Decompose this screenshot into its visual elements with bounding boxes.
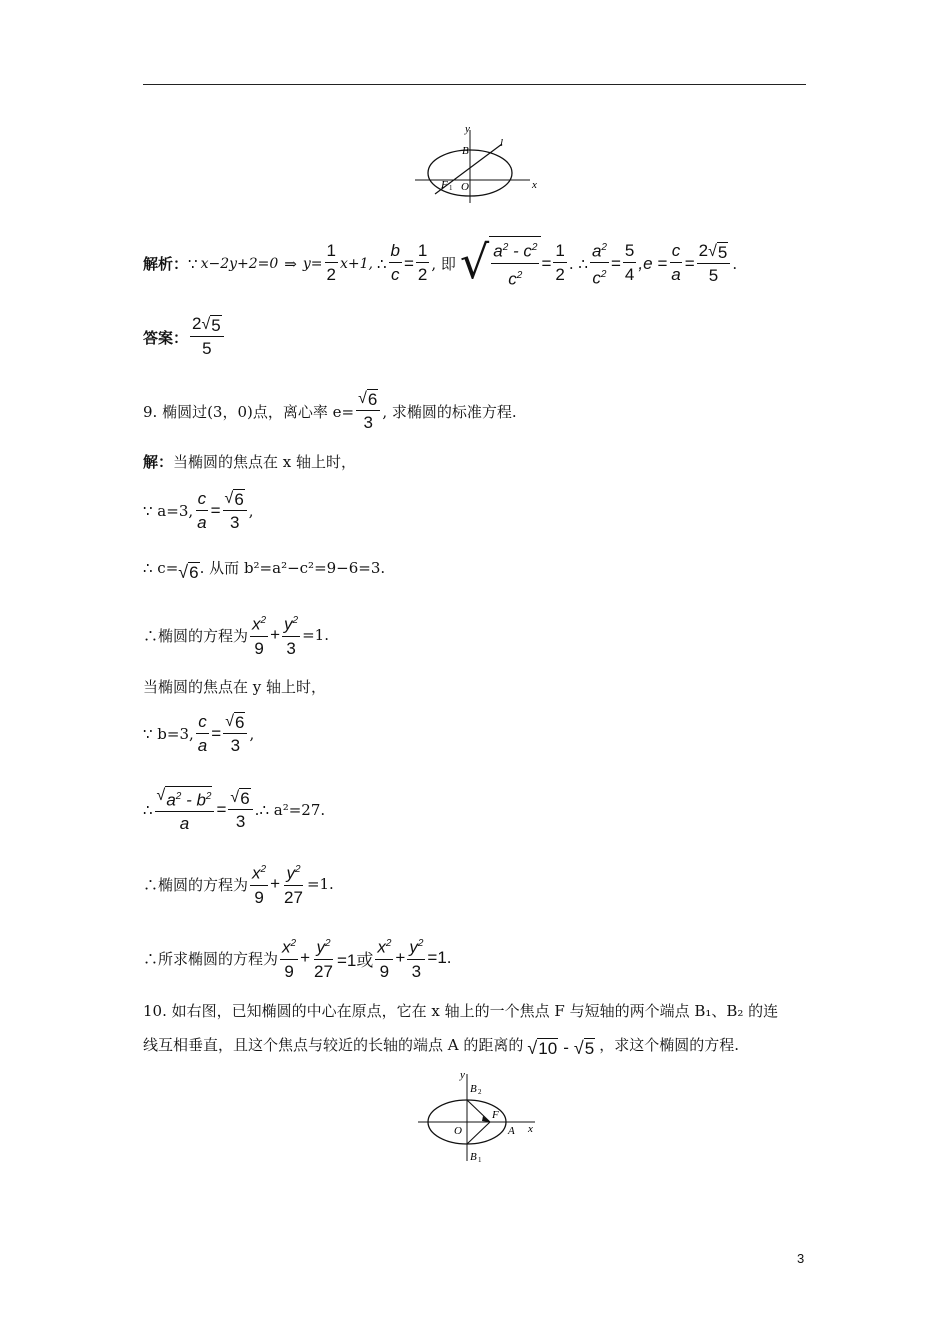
sol9-eq2-line: ∴椭圆的方程为 $\frac{x^2}{9}$ + $\frac{y^2}{27}$ =1. <box>143 859 334 910</box>
q10-line2: 线互相垂直，且这个焦点与较近的长轴的端点 A 的距离的 √ 10 - √ 5 ，求这个椭圆的方程. <box>143 1036 739 1058</box>
because-symbol: ∵ <box>188 254 198 273</box>
sol9-b3-line: ∵ b=3, $\frac{c}{a}$ = √ 6 3 , <box>143 711 255 755</box>
sol9-case1-text: 当椭圆的焦点在 x 轴上时， <box>173 453 357 471</box>
jiexi-end: . <box>732 254 738 273</box>
fig2-a-label: A <box>508 1125 515 1137</box>
q10-line2-b: ，求这个椭圆的方程. <box>599 1036 739 1054</box>
page-number: 3 <box>797 1251 805 1266</box>
fig2-b2-sub: 2 <box>478 1088 482 1096</box>
header-rule <box>143 84 806 85</box>
sol9-case1 <box>143 451 356 472</box>
daan-label: 答案： <box>143 328 189 347</box>
a2-27: ∴ a²=27. <box>259 800 326 819</box>
line-equation: x−2y+2=0 <box>200 255 279 272</box>
q10-rad1: 10 <box>538 1039 558 1058</box>
fig1-x-label: x <box>532 179 537 191</box>
sol9-label: 解： <box>143 453 174 471</box>
q10-rad2: 5 <box>584 1039 595 1058</box>
fig1-b-label: B <box>462 145 469 157</box>
fig1-o-label: O <box>461 181 469 193</box>
final-end: =1. <box>427 948 452 968</box>
jiexi-label: 解析： <box>143 255 189 274</box>
c-rest: . 从而 b²=a²−c²=9−6=3. <box>199 559 386 577</box>
fig1-y-label: y <box>465 123 470 135</box>
c-rad: 6 <box>189 563 199 582</box>
c-from: ∴ c= <box>143 558 179 577</box>
q10-minus: - <box>563 1038 569 1057</box>
daan-rad: 5 <box>211 316 221 335</box>
sol9-case2-text: 当椭圆的焦点在 y 轴上时， <box>143 678 327 696</box>
fig1-f-label: F <box>441 179 448 191</box>
q10-line1 <box>143 1000 778 1021</box>
figure-ellipse-focus <box>410 1066 550 1166</box>
sol9-final-line: ∴所求椭圆的方程为 $\frac{x^2}{9}$ + $\frac{y^2}{27}$ =1或 $\frac{x^2}{9}$ + $\frac{y^2}{3}$ =1. <box>143 933 452 984</box>
fig1-l-label: l <box>500 137 504 149</box>
sol9-eq1-line: ∴椭圆的方程为 $\frac{x^2}{9}$ + $\frac{y^2}{3}$ =1. <box>143 610 329 661</box>
fig2-y-label: y <box>460 1069 465 1081</box>
eq2-lead: ∴椭圆的方程为 <box>143 875 249 894</box>
fig2-b2-label: B <box>470 1083 477 1095</box>
therefore-symbol: ∴ <box>376 254 387 273</box>
sol9-c-line: ∴ c= √ 6 . 从而 b²=a²−c²=9−6=3. <box>143 558 386 582</box>
q10-line2-a: 线互相垂直，且这个焦点与较近的长轴的端点 A 的距离的 <box>143 1036 524 1054</box>
eq1-tail: =1. <box>302 626 329 645</box>
sol9-a27-line: ∴ √ $a^2 - b^2$ a = √ 6 3 . ∴ a²=27. <box>143 784 325 836</box>
fig2-f-label: F <box>492 1109 499 1121</box>
b3-text: ∵ b=3, <box>143 725 194 743</box>
eq2-tail: =1. <box>306 875 334 894</box>
final-mid: =1或 <box>336 950 374 970</box>
q9-text-a: 9. 椭圆过(3，0)点，离心率 e= <box>143 402 355 421</box>
daan-line: 答案： 2 √ 5 5 <box>143 313 226 361</box>
eq1-lead: ∴椭圆的方程为 <box>143 626 249 645</box>
implies-symbol: ⇒ <box>284 254 297 273</box>
ji-text: , 即 <box>431 255 456 274</box>
fig1-f-sub: 1 <box>449 184 453 192</box>
fig2-x-label: x <box>528 1123 533 1135</box>
daan-den: 5 <box>202 339 212 358</box>
sol9-a3-line: ∵ a=3, $\frac{c}{a}$ = √ 6 3 , <box>143 488 254 532</box>
dot-therefore: . ∴ <box>568 254 588 273</box>
final-lead: ∴所求椭圆的方程为 <box>143 949 279 968</box>
q9-rad: 6 <box>367 390 378 409</box>
figure-ellipse-line <box>405 118 545 208</box>
q9-den: 3 <box>363 413 373 432</box>
fig2-o-label: O <box>454 1125 462 1137</box>
jiexi-line: 解析： ∵ x−2y+2=0 ⇒ y= $\frac{1}{2}$ x+1, ∴ $\frac{b}{c}$ = $\frac{1}{2}$ , 即 √ $\frac{a^2 - c^2}{c^2}$ = $\frac{1}{2}$ . ∴ $\frac{a^2}{c^2}$ = $\frac{5}{4}$ ,e = $\frac{c}{a}$ = 2 √ 5 5 . <box>143 236 737 291</box>
q10-line1-text: 10. 如右图，已知椭圆的中心在原点，它在 x 轴上的一个焦点 F 与短轴的两个端点 B₁、B₂ 的连 <box>143 1002 779 1020</box>
x-plus-1: x+1, <box>339 255 373 272</box>
q9-line: 9. 椭圆过(3，0)点，离心率 e= √ 6 3 , 求椭圆的标准方程. <box>143 387 517 435</box>
a3-text: ∵ a=3, <box>143 502 194 520</box>
fig2-b1-label: B <box>470 1151 477 1163</box>
y-eq: y= <box>302 255 323 272</box>
e-eq: ,e = <box>638 253 668 273</box>
fig2-b1-sub: 1 <box>478 1156 482 1164</box>
daan-coef: 2 <box>192 314 202 333</box>
sol9-case2 <box>143 676 326 697</box>
q9-text-b: , 求椭圆的标准方程. <box>382 402 517 421</box>
